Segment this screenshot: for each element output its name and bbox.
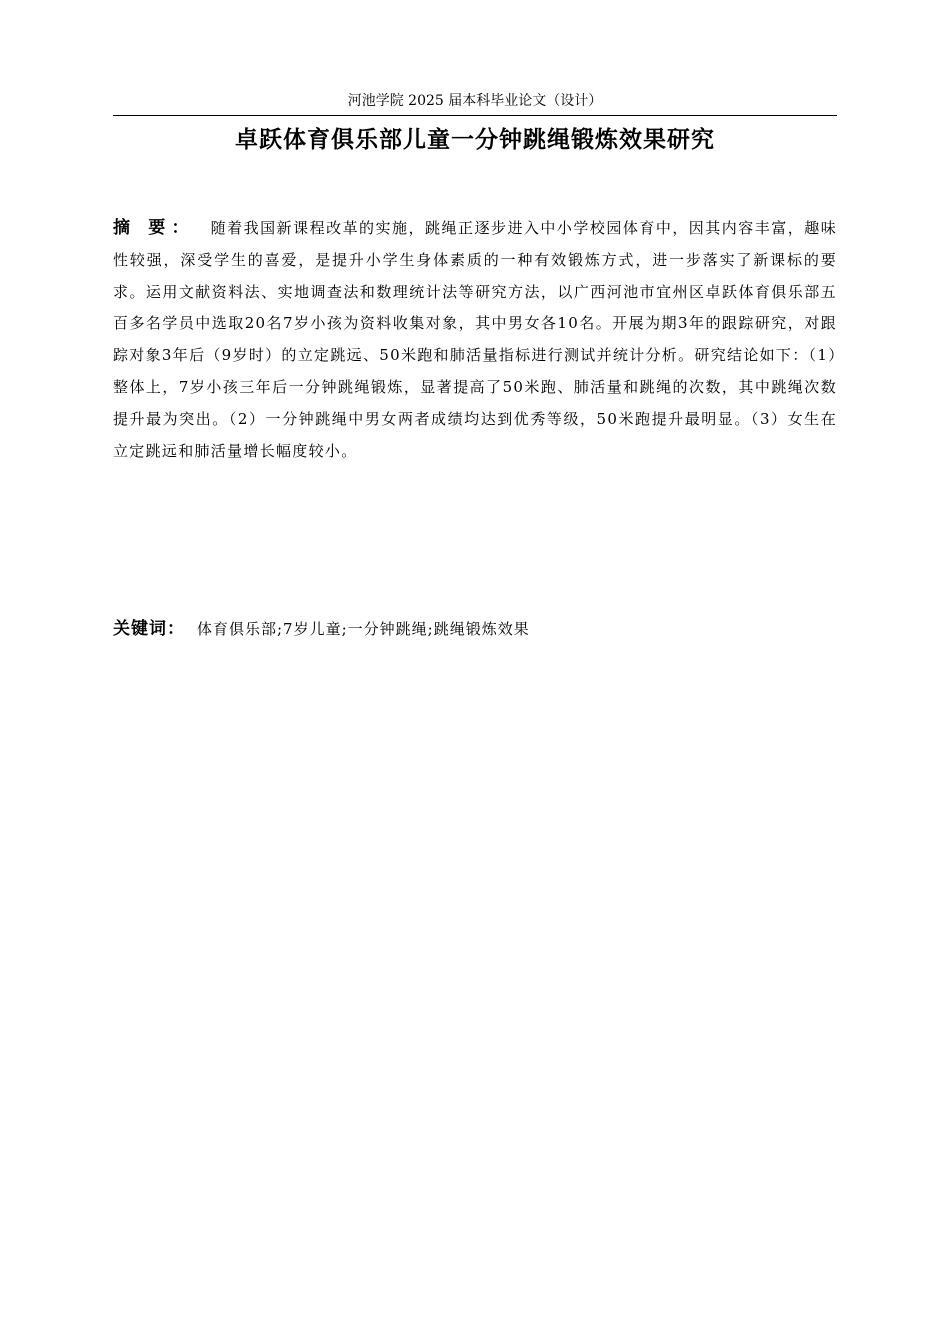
keywords-label: 关键词： bbox=[113, 619, 185, 639]
abstract-label: 摘 要： bbox=[113, 218, 195, 238]
keywords-line bbox=[113, 614, 837, 644]
header-rule bbox=[113, 115, 837, 116]
running-header: 河池学院 2025 届本科毕业论文（设计） bbox=[347, 93, 603, 109]
paper-title: 卓跃体育俱乐部儿童一分钟跳绳锻炼效果研究 bbox=[235, 127, 715, 153]
abstract-paragraph bbox=[113, 213, 837, 467]
keywords-text: 体育俱乐部;7岁儿童;一分钟跳绳;跳绳锻炼效果 bbox=[197, 620, 530, 638]
abstract-text: 随着我国新课程改革的实施，跳绳正逐步进入中小学校园体育中，因其内容丰富，趣味性较强，深受学生的喜爱，是提升小学生身体素质的一种有效锻炼方式，进一步落实了新课标的要求。运用文献资料法、实地调查法和数理统计法等研究方法，以广西河池市宜州区卓跃体育俱乐部五百多名学员中选取20名7岁小孩为资料收集对象，其中男女各10名。开展为期3年的跟踪研究，对跟踪对象3年后（9岁时）的立定跳远、50米跑和肺活量指标进行测试并统计分析。研究结论如下：（1）整体上，7岁小孩三年后一分钟跳绳锻炼，显著提高了50米跑、肺活量和跳绳的次数，其中跳绳次数提升最为突出。（2）一分钟跳绳中男女两者成绩均达到优秀等级，50米跑提升最明显。（3）女生在立定跳远和肺活量增长幅度较小。 bbox=[113, 219, 837, 460]
